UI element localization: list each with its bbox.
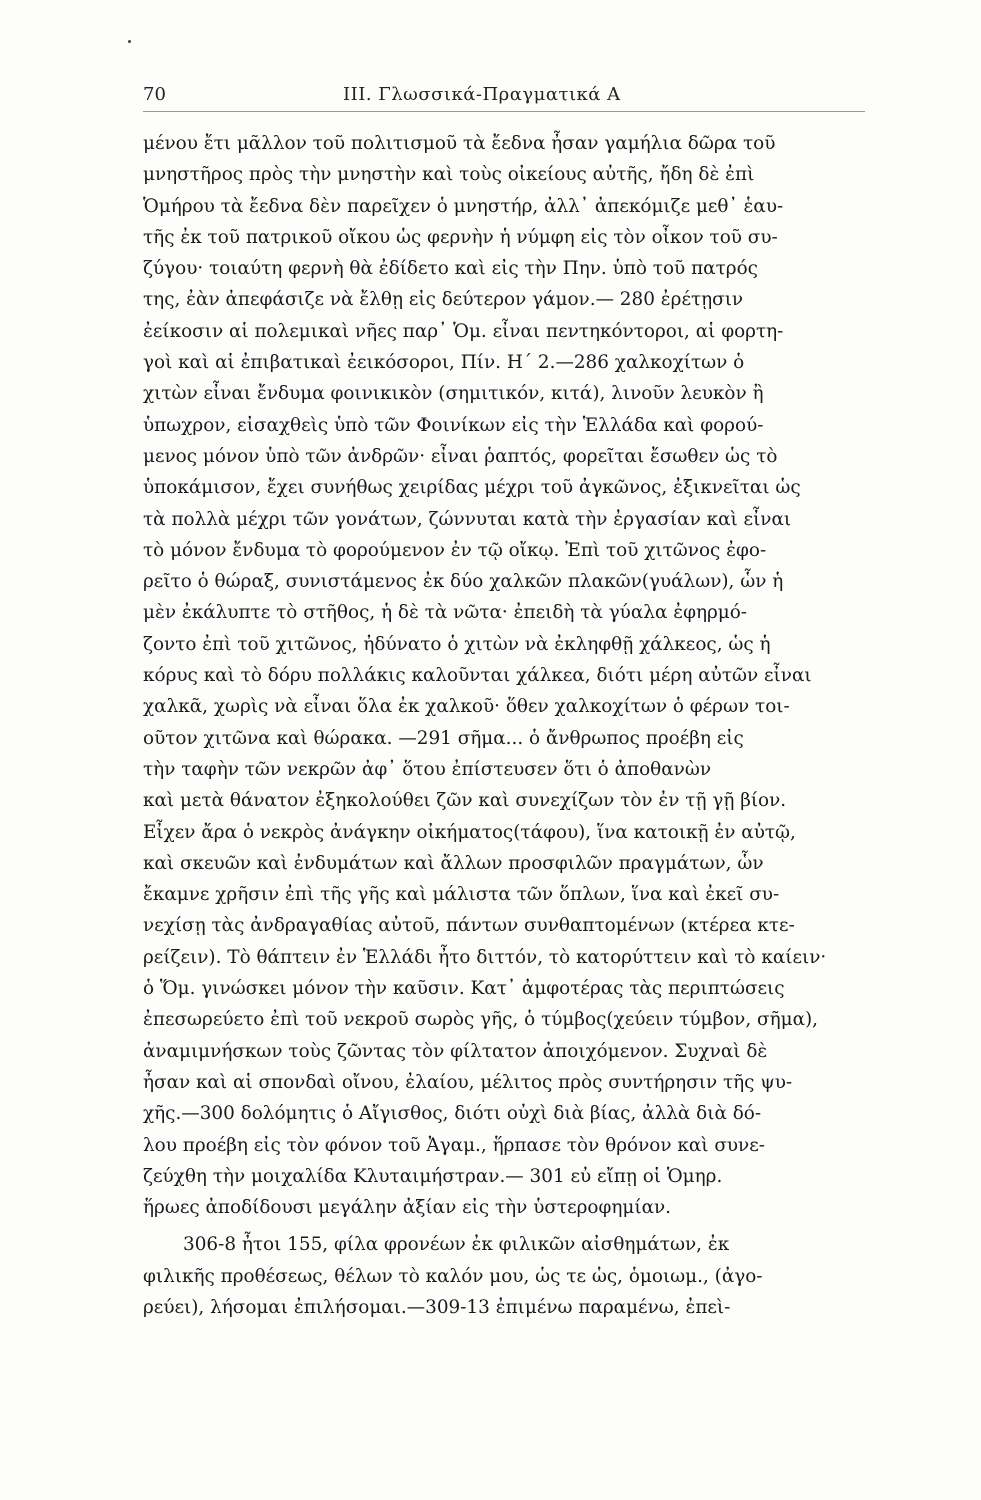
text-line: μένου ἔτι μᾶλλον τοῦ πολιτισμοῦ τὰ ἔεδνα ἦσαν γαμήλια δῶρα τοῦ bbox=[143, 133, 776, 154]
text-line: γοὶ καὶ αἱ ἐπιβατικαὶ ἐεικόσοροι, Πίν. Η΄ 2.—286 χαλκοχίτων ὁ bbox=[143, 352, 745, 374]
text-line: τὰ πολλὰ μέχρι τῶν γονάτων, ζώννυται κατὰ τὴν ἐργασίαν καὶ εἶναι bbox=[143, 508, 792, 530]
body-text bbox=[143, 128, 868, 1323]
text-line: νεχίσῃ τὰς ἀνδραγαθίας αὐτοῦ, πάντων συνθαπτομένων (κτέρεα κτε- bbox=[143, 915, 795, 937]
text-line: καὶ μετὰ θάνατον ἐξηκολούθει ζῶν καὶ συνεχίζων τὸν ἐν τῇ γῇ βίον. bbox=[143, 790, 787, 812]
page-number: 70 bbox=[143, 84, 166, 105]
text-line: 306-8 ἦτοι 155, φίλα φρονέων ἐκ φιλικῶν αἰσθημάτων, ἐκ bbox=[183, 1234, 730, 1256]
text-line: ρεῖτο ὁ θώραξ, συνιστάμενος ἐκ δύο χαλκῶν πλακῶν(γυάλων), ὧν ἡ bbox=[143, 571, 784, 593]
text-line: ἀναμιμνήσκων τοὺς ζῶντας τὸν φίλτατον ἀποιχόμενον. Συχναὶ δὲ bbox=[143, 1040, 768, 1062]
text-line: μενος μόνον ὑπὸ τῶν ἀνδρῶν· εἶναι ῥαπτός, φορεῖται ἔσωθεν ὡς τὸ bbox=[143, 445, 778, 467]
text-line: χῆς.—300 δολόμητις ὁ Αἴγισθος, διότι οὐχὶ διὰ βίας, ἀλλὰ διὰ δό- bbox=[143, 1103, 762, 1125]
text-line: ἐείκοσιν αἱ πολεμικαὶ νῆες παρ᾿ Ὁμ. εἶναι πεντηκόντοροι, αἱ φορτη- bbox=[143, 320, 784, 342]
text-line: φιλικῆς προθέσεως, θέλων τὸ καλόν μου, ὡς τε ὡς, ὁμοιωμ., (ἀγο- bbox=[143, 1265, 763, 1287]
text-line: Ὁμήρου τὰ ἔεδνα δὲν παρεῖχεν ὁ μνηστήρ, ἀλλ᾿ ἀπεκόμιζε μεθ᾿ ἑαυ- bbox=[143, 195, 784, 217]
text-line: χιτὼν εἶναι ἔνδυμα φοινικικὸν (σημιτικόν, κιτά), λινοῦν λευκὸν ἢ bbox=[143, 383, 764, 405]
text-line: ζύγου· τοιαύτη φερνὴ θὰ ἐδίδετο καὶ εἰς τὴν Πην. ὑπὸ τοῦ πατρός bbox=[143, 258, 758, 280]
text-line: ἥρωες ἀποδίδουσι μεγάλην ἀξίαν εἰς τὴν ὑστεροφημίαν. bbox=[143, 1197, 672, 1219]
text-line: Εἶχεν ἄρα ὁ νεκρὸς ἀνάγκην οἰκήματος(τάφου), ἵνα κατοικῇ ἐν αὐτῷ, bbox=[143, 821, 796, 843]
text-line: ρείζειν). Τὸ θάπτειν ἐν Ἑλλάδι ἦτο διττόν, τὸ κατορύττειν καὶ τὸ καίειν· bbox=[143, 946, 827, 968]
text-line: χαλκᾶ, χωρὶς νὰ εἶναι ὅλα ἐκ χαλκοῦ· ὅθεν χαλκοχίτων ὁ φέρων τοι- bbox=[143, 696, 790, 718]
text-line: ζοντο ἐπὶ τοῦ χιτῶνος, ἠδύνατο ὁ χιτὼν νὰ ἐκληφθῇ χάλκεος, ὡς ἡ bbox=[143, 633, 771, 655]
text-line: ἐπεσωρεύετο ἐπὶ τοῦ νεκροῦ σωρὸς γῆς, ὁ τύμβος(χεύειν τύμβον, σῆμα), bbox=[143, 1009, 819, 1031]
text-line: ἦσαν καὶ αἱ σπονδαὶ οἴνου, ἐλαίου, μέλιτος πρὸς συντήρησιν τῆς ψυ- bbox=[143, 1071, 793, 1093]
text-line: τὴν ταφὴν τῶν νεκρῶν ἀφ᾿ ὅτου ἐπίστευσεν ὅτι ὁ ἀποθανὼν bbox=[143, 758, 711, 780]
header-rule bbox=[143, 111, 865, 112]
text-line: μὲν ἐκάλυπτε τὸ στῆθος, ἡ δὲ τὰ νῶτα· ἐπειδὴ τὰ γύαλα ἐφηρμό- bbox=[143, 602, 748, 624]
running-header-title: III. Γλωσσικά-Πραγματικά Α bbox=[343, 84, 621, 105]
text-line: της, ἐὰν ἀπεφάσιζε νὰ ἔλθῃ εἰς δεύτερον γάμον.— 280 ἐρέτῃσιν bbox=[143, 289, 744, 311]
text-line: ρεύει), λήσομαι ἐπιλήσομαι.—309-13 ἐπιμένω παραμένω, ἐπεὶ- bbox=[143, 1296, 731, 1318]
text-line: ὁ Ὅμ. γινώσκει μόνον τὴν καῦσιν. Κατ᾿ ἀμφοτέρας τὰς περιπτώσεις bbox=[143, 978, 785, 1000]
text-line: τῆς ἐκ τοῦ πατρικοῦ οἴκου ὡς φερνὴν ἡ νύμφη εἰς τὸν οἶκον τοῦ συ- bbox=[143, 226, 778, 248]
text-line: ζεύχθη τὴν μοιχαλίδα Κλυταιμήστραν.— 301 εὐ εἴπῃ οἱ Ὁμηρ. bbox=[143, 1165, 723, 1187]
text-line: ὑποκάμισον, ἔχει συνήθως χειρίδας μέχρι τοῦ ἀγκῶνος, ἐξικνεῖται ὡς bbox=[143, 477, 801, 499]
paper-speck bbox=[128, 40, 131, 43]
text-line: μνηστῆρος πρὸς τὴν μνηστὴν καὶ τοὺς οἰκείους αὐτῆς, ἤδη δὲ ἐπὶ bbox=[143, 164, 755, 186]
text-line: τὸ μόνον ἔνδυμα τὸ φορούμενον ἐν τῷ οἴκῳ. Ἐπὶ τοῦ χιτῶνος ἐφο- bbox=[143, 539, 767, 561]
running-header bbox=[143, 84, 865, 112]
text-line: καὶ σκευῶν καὶ ἐνδυμάτων καὶ ἄλλων προσφιλῶν πραγμάτων, ὧν bbox=[143, 852, 764, 874]
text-line: οῦτον χιτῶνα καὶ θώρακα. —291 σῆμα... ὁ ἄνθρωπος προέβη εἰς bbox=[143, 727, 744, 749]
text-line: ἔκαμνε χρῆσιν ἐπὶ τῆς γῆς καὶ μάλιστα τῶν ὅπλων, ἵνα καὶ ἐκεῖ συ- bbox=[143, 884, 780, 906]
text-line: ὑπωχρον, εἰσαχθεὶς ὑπὸ τῶν Φοινίκων εἰς τὴν Ἑλλάδα καὶ φορού- bbox=[143, 414, 764, 436]
text-line: λου προέβη εἰς τὸν φόνον τοῦ Ἀγαμ., ἥρπασε τὸν θρόνον καὶ συνε- bbox=[143, 1134, 765, 1156]
text-line: κόρυς καὶ τὸ δόρυ πολλάκις καλοῦνται χάλκεα, διότι μέρη αὐτῶν εἶναι bbox=[143, 665, 812, 687]
